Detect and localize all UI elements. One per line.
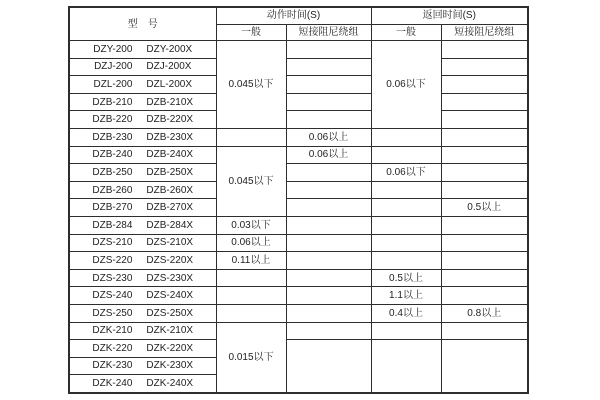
value-cell-return_damping <box>441 146 528 164</box>
model-label: DZB-260 <box>92 184 133 196</box>
value-cell-action_damping <box>286 269 371 287</box>
model-label: DZK-240X <box>146 378 194 390</box>
value-cell-action_damping <box>286 76 371 94</box>
model-label: DZB-230X <box>146 131 194 143</box>
value-cell-action_general: 0.045以下 <box>216 41 286 129</box>
value-cell-return_damping: 0.8以上 <box>441 304 528 322</box>
header-row-groups <box>69 7 528 24</box>
value-cell-return_damping <box>441 111 528 129</box>
model-label: DZB-210X <box>146 96 194 108</box>
model-cell <box>69 234 216 252</box>
value-cell-return_general: 0.06以下 <box>371 164 441 182</box>
model-pair <box>70 290 216 301</box>
value-cell-return_general <box>371 199 441 217</box>
model-label: DZB-270 <box>92 202 133 214</box>
value-cell-return_general <box>371 146 441 164</box>
model-pair <box>70 79 216 90</box>
value-cell-action_general <box>216 128 286 146</box>
table-row <box>69 164 528 182</box>
header-action-damping: 短接阻尼绕组 <box>286 24 371 41</box>
value-cell-action_damping <box>286 41 371 59</box>
model-cell <box>69 304 216 322</box>
value-cell-action_damping <box>286 199 371 217</box>
value-cell-action_damping <box>286 111 371 129</box>
table-row <box>69 199 528 217</box>
model-pair <box>70 202 216 213</box>
model-label: DZJ-200 <box>94 61 133 73</box>
value-cell-return_general: 0.06以下 <box>371 41 441 129</box>
value-cell-return_damping <box>441 322 528 340</box>
table-row <box>69 128 528 146</box>
value-cell-action_general: 0.11以上 <box>216 252 286 270</box>
model-label: DZK-210X <box>146 325 194 337</box>
value-cell-return_damping <box>441 181 528 199</box>
model-label: DZK-220 <box>92 342 133 354</box>
model-label: DZB-284 <box>92 219 133 231</box>
value-cell-action_damping <box>286 234 371 252</box>
table-row <box>69 181 528 199</box>
table-row <box>69 41 528 59</box>
model-pair <box>70 220 216 231</box>
model-label: DZS-250X <box>146 307 194 319</box>
model-label: DZK-220X <box>146 342 194 354</box>
value-cell-action_damping <box>286 93 371 111</box>
value-cell-return_general: 1.1以上 <box>371 287 441 305</box>
header-action-time: 动作时间(S) <box>216 7 371 24</box>
value-cell-return_general <box>371 216 441 234</box>
model-cell <box>69 128 216 146</box>
model-label: DZL-200X <box>146 78 192 90</box>
table-header <box>69 7 528 41</box>
table-row <box>69 287 528 305</box>
model-pair <box>70 149 216 160</box>
model-pair <box>70 237 216 248</box>
model-label: DZB-260X <box>146 184 194 196</box>
value-cell-return_general <box>371 322 441 340</box>
value-cell-action_general <box>216 269 286 287</box>
model-label: DZS-210X <box>146 237 194 249</box>
model-pair <box>70 97 216 108</box>
model-pair <box>70 343 216 354</box>
value-cell-action_damping <box>286 340 371 393</box>
model-cell <box>69 322 216 340</box>
model-pair <box>70 360 216 371</box>
value-cell-action_damping <box>286 304 371 322</box>
model-label: DZB-284X <box>146 219 194 231</box>
value-cell-return_damping <box>441 234 528 252</box>
value-cell-return_damping <box>441 287 528 305</box>
model-cell <box>69 252 216 270</box>
value-cell-return_damping <box>441 252 528 270</box>
value-cell-return_damping: 0.5以上 <box>441 199 528 217</box>
value-cell-action_damping <box>286 287 371 305</box>
value-cell-return_damping <box>441 340 528 393</box>
model-pair <box>70 378 216 389</box>
value-cell-action_damping <box>286 216 371 234</box>
value-cell-return_general <box>371 340 441 393</box>
value-cell-return_damping <box>441 58 528 76</box>
value-cell-return_damping <box>441 269 528 287</box>
model-label: DZB-220X <box>146 114 194 126</box>
model-label: DZB-220 <box>92 114 133 126</box>
table-row <box>69 340 528 358</box>
header-model: 型 号 <box>69 7 216 41</box>
header-action-general: 一般 <box>216 24 286 41</box>
model-cell <box>69 181 216 199</box>
value-cell-return_damping <box>441 128 528 146</box>
model-pair <box>70 167 216 178</box>
value-cell-return_damping <box>441 41 528 59</box>
model-cell <box>69 357 216 375</box>
value-cell-action_damping: 0.06以上 <box>286 146 371 164</box>
model-pair <box>70 132 216 143</box>
table-body <box>69 41 528 393</box>
model-pair <box>70 273 216 284</box>
model-label: DZB-230 <box>92 131 133 143</box>
model-label: DZJ-200X <box>146 61 192 73</box>
model-cell <box>69 111 216 129</box>
table-row <box>69 234 528 252</box>
value-cell-return_damping <box>441 93 528 111</box>
model-label: DZB-250X <box>146 166 194 178</box>
model-pair <box>70 61 216 72</box>
model-label: DZB-240X <box>146 149 194 161</box>
table-row <box>69 111 528 129</box>
table-row <box>69 146 528 164</box>
model-pair <box>70 325 216 336</box>
model-label: DZB-270X <box>146 202 194 214</box>
model-pair <box>70 185 216 196</box>
model-cell <box>69 58 216 76</box>
table-row <box>69 93 528 111</box>
table-row <box>69 58 528 76</box>
model-label: DZK-210 <box>92 325 133 337</box>
value-cell-action_damping <box>286 322 371 340</box>
model-label: DZS-220 <box>92 254 133 266</box>
model-cell <box>69 269 216 287</box>
value-cell-action_general <box>216 304 286 322</box>
model-label: DZS-230 <box>92 272 133 284</box>
value-cell-action_general: 0.015以下 <box>216 322 286 393</box>
value-cell-return_general: 0.5以上 <box>371 269 441 287</box>
value-cell-action_damping <box>286 58 371 76</box>
value-cell-action_damping <box>286 181 371 199</box>
model-label: DZY-200 <box>93 43 133 55</box>
model-label: DZB-240 <box>92 149 133 161</box>
table-row <box>69 269 528 287</box>
model-label: DZS-240X <box>146 290 194 302</box>
model-pair <box>70 308 216 319</box>
value-cell-action_general <box>216 287 286 305</box>
table-row <box>69 322 528 340</box>
value-cell-return_general <box>371 252 441 270</box>
value-cell-return_damping <box>441 216 528 234</box>
value-cell-action_damping <box>286 252 371 270</box>
model-pair <box>70 44 216 55</box>
header-return-damping: 短接阻尼绕组 <box>441 24 528 41</box>
model-cell <box>69 340 216 358</box>
model-label: DZK-230 <box>92 360 133 372</box>
value-cell-return_damping <box>441 76 528 94</box>
model-label: DZS-230X <box>146 272 194 284</box>
model-cell <box>69 146 216 164</box>
value-cell-return_general <box>371 128 441 146</box>
value-cell-return_general <box>371 181 441 199</box>
value-cell-action_general: 0.045以下 <box>216 146 286 216</box>
relay-spec-table <box>68 6 529 394</box>
value-cell-return_general <box>371 234 441 252</box>
model-cell <box>69 41 216 59</box>
model-label: DZS-220X <box>146 254 194 266</box>
model-label: DZB-210 <box>92 96 133 108</box>
header-return-time: 返回时间(S) <box>371 7 528 24</box>
value-cell-action_damping <box>286 164 371 182</box>
value-cell-return_damping <box>441 164 528 182</box>
model-label: DZS-250 <box>92 307 133 319</box>
model-pair <box>70 255 216 266</box>
table-row <box>69 76 528 94</box>
model-cell <box>69 199 216 217</box>
table-row <box>69 216 528 234</box>
model-label: DZS-210 <box>92 237 133 249</box>
model-cell <box>69 375 216 393</box>
model-cell <box>69 216 216 234</box>
model-pair <box>70 114 216 125</box>
value-cell-action_general: 0.03以下 <box>216 216 286 234</box>
model-cell <box>69 164 216 182</box>
model-cell <box>69 93 216 111</box>
value-cell-return_general: 0.4以上 <box>371 304 441 322</box>
model-cell <box>69 76 216 94</box>
model-cell <box>69 287 216 305</box>
model-label: DZK-230X <box>146 360 194 372</box>
header-return-general: 一般 <box>371 24 441 41</box>
model-label: DZY-200X <box>146 43 193 55</box>
model-label: DZL-200 <box>93 78 133 90</box>
model-label: DZB-250 <box>92 166 133 178</box>
table-row <box>69 252 528 270</box>
table-row <box>69 304 528 322</box>
value-cell-action_damping: 0.06以上 <box>286 128 371 146</box>
model-label: DZK-240 <box>92 378 133 390</box>
value-cell-action_general: 0.06以上 <box>216 234 286 252</box>
model-label: DZS-240 <box>92 290 133 302</box>
